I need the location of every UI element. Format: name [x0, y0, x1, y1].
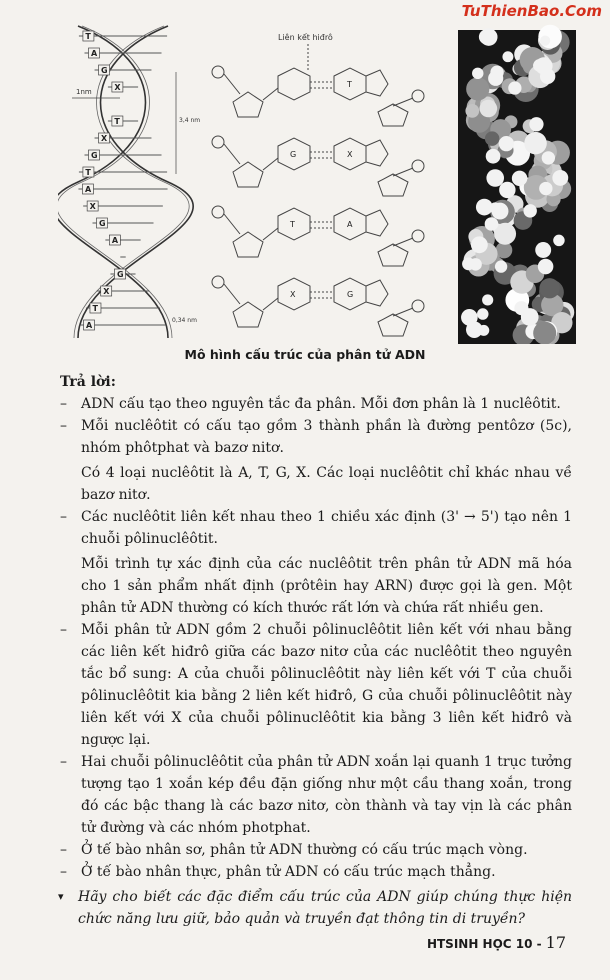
helix-base-label: G	[90, 151, 98, 160]
helix-base-label: X	[89, 202, 96, 211]
indented-paragraph: Có 4 loại nuclêôtit là A, T, G, X. Các loại nuclêôtit chỉ khác nhau về bazơ nitơ.	[81, 465, 572, 503]
helix-base-label: G	[101, 66, 108, 75]
helix-base-label: X	[101, 134, 108, 143]
dna-structure-figure	[58, 22, 578, 344]
helix-base-label: A	[84, 185, 92, 194]
bullet-paragraph: – Ở tế bào nhân thực, phân tử ADN có cấu trúc mạch thẳng.	[60, 861, 572, 883]
watermark: TuThienBao.Com	[461, 2, 602, 20]
chem-base-right-label: A	[347, 220, 353, 229]
chem-base-left-label: T	[290, 220, 295, 229]
bullet-paragraph: – Hai chuỗi pôlinuclêôtit của phân tử ADN xoắn lại quanh 1 trục tưởng tượng tạo 1 xoắn kép đều đặn giống như một cầu thang xoắn, trong đó các bậc thang là các bazơ nitơ, còn thành và tay vịn là các phân tử đường và các nhóm photphat.	[60, 751, 572, 839]
chemical-structure-diagram	[212, 32, 424, 336]
helix-base-label: X	[114, 83, 121, 92]
label-1nm: 1nm	[76, 88, 92, 96]
chem-base-right-label: X	[347, 150, 353, 159]
helix-base-label: T	[114, 117, 120, 126]
helix-base-label: A	[90, 49, 98, 58]
answer-paragraphs	[60, 393, 572, 883]
question-text: ▾ Hãy cho biết các đặc điểm cấu trúc của ADN giúp chúng thực hiện chức năng lưu giữ, bảo quản và truyền đạt thông tin di truyền?	[60, 886, 572, 930]
helix-base-label: T	[85, 168, 91, 177]
helix-base-label: T	[92, 304, 98, 313]
helix-base-label: A	[111, 236, 119, 245]
page-footer	[427, 933, 566, 952]
label-3-4nm: 3,4 nm	[179, 117, 201, 124]
bullet-paragraph: – Ở tế bào nhân sơ, phân tử ADN thường có cấu trúc mạch vòng.	[60, 839, 572, 861]
chem-base-left-label: X	[290, 290, 296, 299]
space-filling-model	[458, 25, 576, 344]
hydrogen-bond-label: Liên kết hiđrô	[278, 33, 333, 42]
chem-base-left-label: G	[290, 150, 297, 159]
bullet-paragraph: – Mỗi nuclêôtit có cấu tạo gồm 3 thành phần là đường pentôzơ (5c), nhóm phôtphat và bazơ nitơ.	[60, 415, 572, 459]
label-0-34nm: 0,34 nm	[172, 317, 197, 324]
bullet-paragraph: – ADN cấu tạo theo nguyên tắc đa phân. Mỗi đơn phân là 1 nuclêôtit.	[60, 393, 572, 415]
page-number: 17	[545, 933, 566, 952]
footer-book-title: HTSINH HỌC 10 -	[426, 937, 542, 951]
chem-base-right-label: G	[347, 290, 354, 299]
bullet-paragraph: – Mỗi phân tử ADN gồm 2 chuỗi pôlinuclêôtit liên kết với nhau bằng các liên kết hiđrô giữa các bazơ nitơ của các nuclêôtit theo nguyên tắc bổ sung: A của chuỗi pôlinuclêôtit này liên kết với T của chuỗi pôlinuclêôtit kia bằng 2 liên kết hiđrô, G của chuỗi pôlinuclêôtit này liên kết với X của chuỗi pôlinuclêôtit kia bằng 3 liên kết hiđrô và ngược lại.	[60, 619, 572, 751]
indented-paragraph: Mỗi trình tự xác định của các nuclêôtit trên phân tử ADN mã hóa cho 1 sản phẩm nhất định (prôtêin hay ARN) được gọi là gen. Một phân tử ADN thường có kích thước rất lớn và chứa rất nhiều gen.	[81, 556, 572, 616]
helix-base-label: A	[86, 321, 93, 330]
answer-label: Trả lời:	[60, 374, 116, 390]
answer-section	[60, 371, 572, 930]
helix-base-label: G	[116, 270, 124, 279]
double-helix-diagram	[58, 26, 200, 338]
figure-caption: Mô hình cấu trúc của phân tử ADN	[184, 347, 426, 362]
helix-base-label: T	[85, 32, 91, 41]
helix-base-label: X	[103, 287, 110, 296]
chem-base-right-label: T	[347, 80, 352, 89]
bullet-paragraph: – Các nuclêôtit liên kết nhau theo 1 chiều xác định (3' → 5') tạo nên 1 chuỗi pôlinuclêôtit.	[60, 506, 572, 550]
helix-base-label: G	[98, 219, 106, 228]
